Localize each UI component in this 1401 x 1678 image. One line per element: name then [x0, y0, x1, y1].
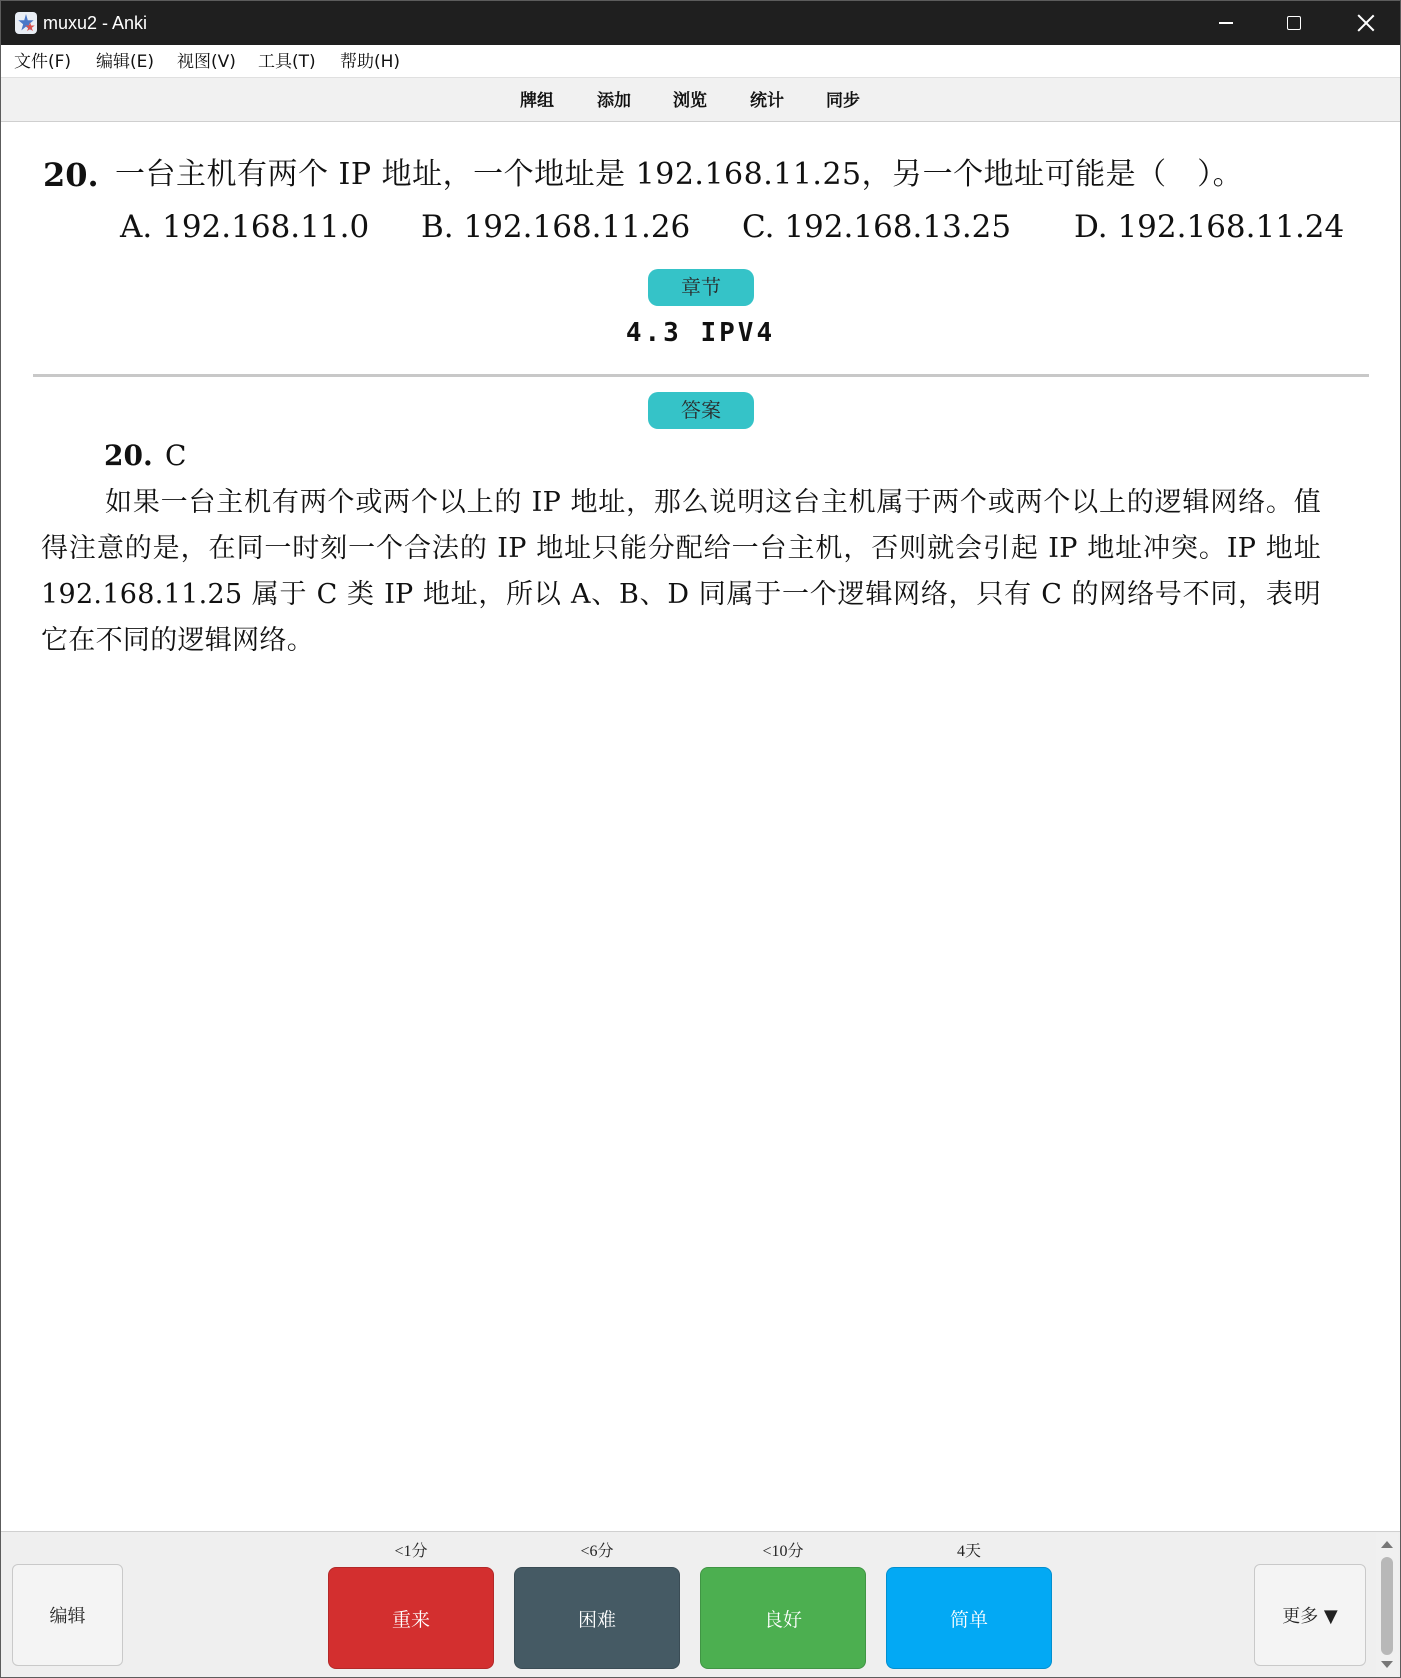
- answer-letter: C: [165, 439, 187, 472]
- menu-file[interactable]: 文件(F): [14, 52, 72, 72]
- menu-edit[interactable]: 编辑(E): [96, 52, 155, 72]
- vertical-scrollbar[interactable]: [1376, 1533, 1398, 1677]
- option-d: D. 192.168.11.24: [1074, 209, 1345, 245]
- maximize-icon: [1287, 16, 1301, 30]
- answer-divider: [33, 374, 1369, 377]
- more-button[interactable]: 更多 ▼: [1254, 1564, 1366, 1666]
- scroll-down-arrow-icon[interactable]: [1381, 1661, 1393, 1668]
- again-interval: <1分: [394, 1543, 428, 1560]
- menu-bar: [1, 45, 1400, 78]
- edit-button[interactable]: 编辑: [12, 1564, 123, 1666]
- main-toolbar: [1, 78, 1400, 122]
- menu-tools[interactable]: 工具(T): [258, 52, 316, 72]
- hard-button[interactable]: 困难: [514, 1567, 680, 1669]
- menu-view[interactable]: 视图(V): [177, 52, 236, 72]
- question-block: [43, 151, 1363, 255]
- easy-button[interactable]: 简单: [886, 1567, 1052, 1669]
- option-c: C. 192.168.13.25: [742, 209, 1012, 245]
- question-text: 一台主机有两个 IP 地址，一个地址是 192.168.11.25，另一个地址可能是（ ）。: [115, 157, 1244, 192]
- toolbar-sync[interactable]: 同步: [826, 91, 860, 111]
- answer-block: [41, 436, 1321, 664]
- window-title: muxu2 - Anki: [43, 13, 148, 33]
- review-bottom-bar: [1, 1531, 1400, 1678]
- option-a: A. 192.168.11.0: [120, 209, 370, 245]
- toolbar-stats[interactable]: 统计: [750, 91, 784, 111]
- scroll-thumb[interactable]: [1381, 1557, 1393, 1655]
- good-button[interactable]: 良好: [700, 1567, 866, 1669]
- chapter-label-badge: 章节: [648, 269, 754, 306]
- scroll-up-arrow-icon[interactable]: [1381, 1541, 1393, 1548]
- card-view: [1, 123, 1400, 1531]
- anki-app-icon[interactable]: [15, 12, 37, 34]
- hard-interval: <6分: [580, 1543, 614, 1560]
- answer-explanation: 如果一台主机有两个或两个以上的 IP 地址，那么说明这台主机属于两个或两个以上的逻辑网络。值得注意的是，在同一时刻一个合法的 IP 地址只能分配给一台主机，否则就会引起 IP 地址冲突。IP 地址 192.168.11.25 属于 C 类 IP 地址，所以 A、B、D 同属于一个逻辑网络，只有 C 的网络号不同，表明它在不同的逻辑网络。: [41, 487, 1321, 656]
- question-number: 20.: [43, 156, 99, 194]
- menu-help[interactable]: 帮助(H): [340, 52, 401, 72]
- maximize-button[interactable]: [1260, 1, 1328, 45]
- answer-label-badge: 答案: [648, 392, 754, 429]
- answer-number: 20.: [104, 439, 153, 472]
- close-icon: [1357, 14, 1375, 32]
- close-button[interactable]: [1332, 1, 1400, 45]
- minimize-icon: [1219, 22, 1233, 24]
- again-button[interactable]: 重来: [328, 1567, 494, 1669]
- toolbar-browse[interactable]: 浏览: [673, 91, 707, 111]
- toolbar-decks[interactable]: 牌组: [520, 91, 554, 111]
- option-b: B. 192.168.11.26: [421, 209, 691, 245]
- good-interval: <10分: [762, 1543, 804, 1560]
- minimize-button[interactable]: [1192, 1, 1260, 45]
- chapter-text: 4.3 IPV4: [625, 318, 776, 348]
- title-bar[interactable]: [1, 1, 1400, 45]
- toolbar-add[interactable]: 添加: [597, 91, 631, 111]
- easy-interval: 4天: [956, 1543, 981, 1560]
